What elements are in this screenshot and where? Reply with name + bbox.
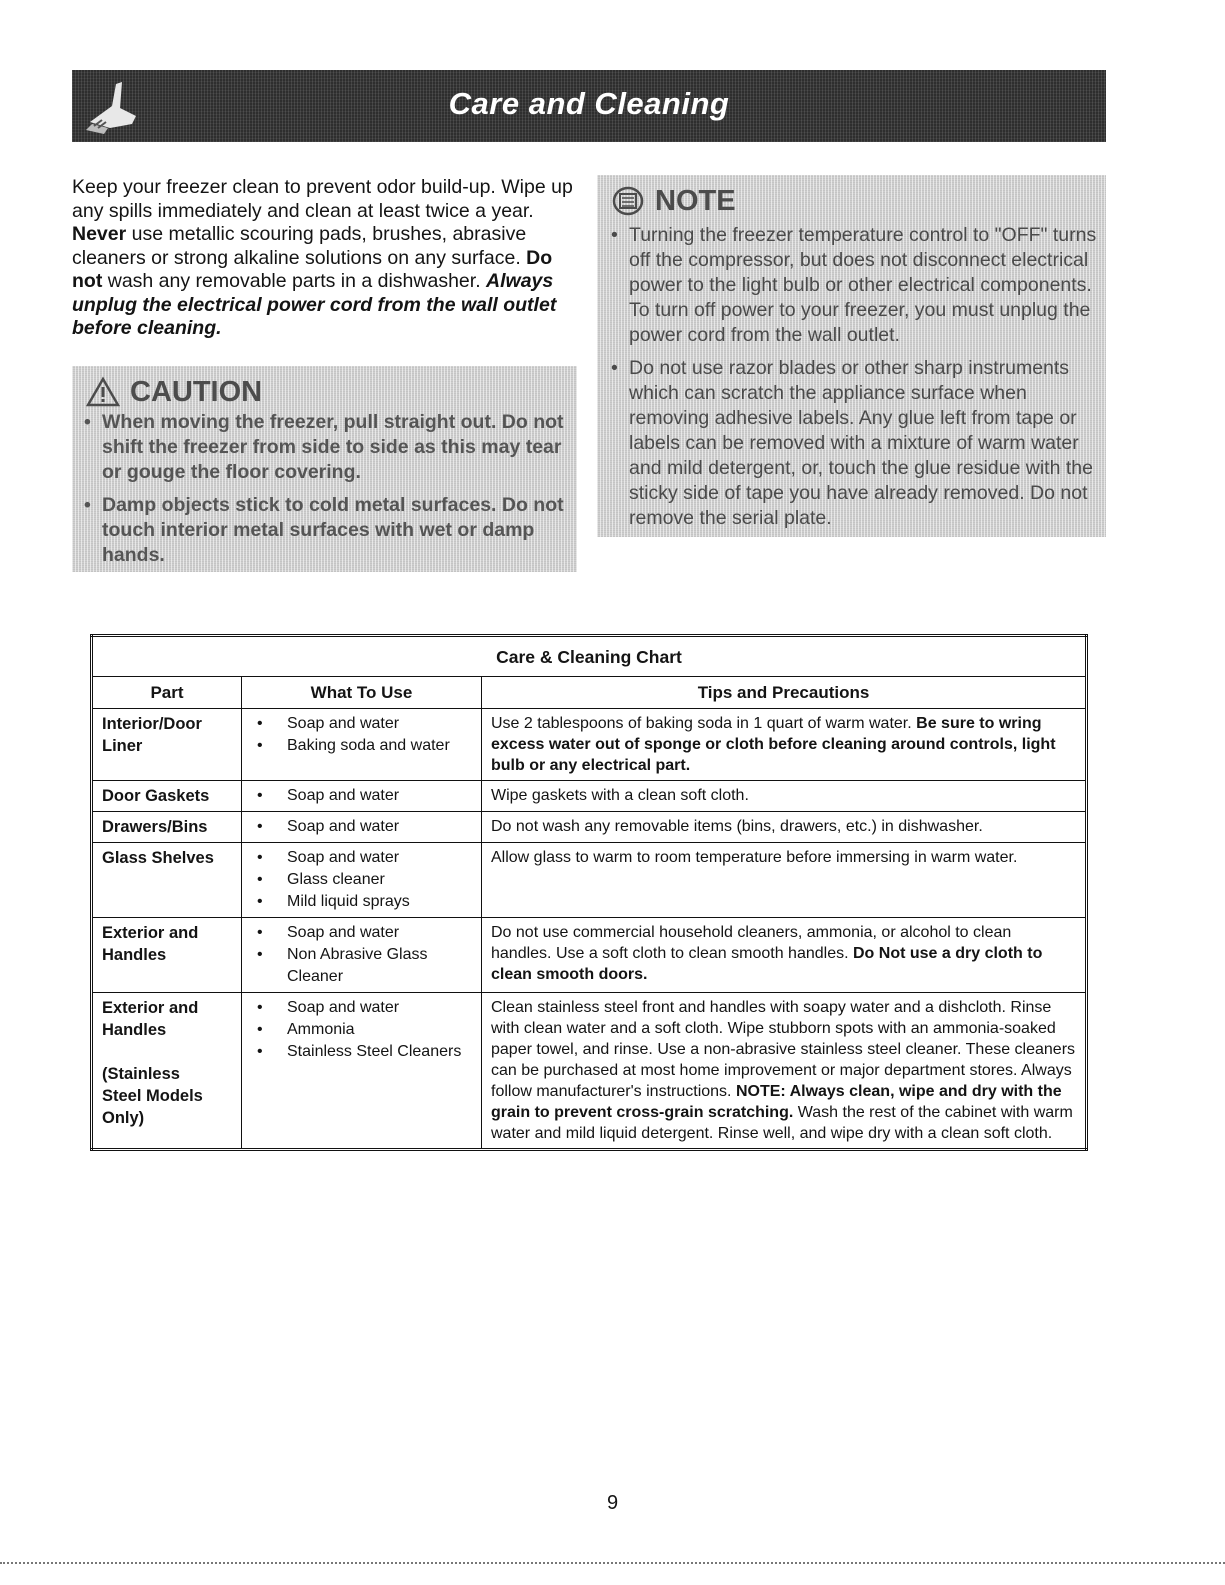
tips-text: Wipe gaskets with a clean soft cloth. [491,787,749,804]
supply-item: • Soap and water [251,922,472,944]
caution-heading [86,372,262,412]
table-row [92,843,1087,918]
column-header-part: Part [92,677,242,709]
page-number: 9 [606,1492,619,1514]
supply-item: • Soap and water [251,785,472,807]
supplies-list [251,816,472,838]
what-to-use-cell [242,709,482,781]
part-cell: Door Gaskets [92,781,242,812]
tips-text: Clean stainless steel front and handles with soapy water and a dishcloth. Rinse with clean water and a soft cloth. Wipe stubborn spots with an ammonia-soaked paper towel, and rinse. Use a non-abrasive stainless steel cleaner. These cleaners can be purchased at most home improvement or major department stores. Always follow manufacturer's instructions. [491,999,1076,1100]
note-item: • Turning the freezer temperature control to "OFF" turns off the compressor, but does not disconnect electrical power to the light bulb or other electrical components. To turn off power to your freezer, you must unplug the power cord from the wall outlet. [609,223,1103,348]
supplies-list [251,847,472,913]
what-to-use-cell [242,918,482,993]
note-item: • Do not use razor blades or other sharp instruments which can scratch the appliance surface when removing adhesive labels. Any glue left from tape or labels can be removed with a mixture of warm water and mild detergent, or, touch the glue residue with the sticky side of tape you have already removed. Do not remove the serial plate. [609,356,1103,531]
part-cell: Interior/Door Liner [92,709,242,781]
tips-text: Do not wash any removable items (bins, drawers, etc.) in dishwasher. [491,818,983,835]
supply-item: • Soap and water [251,847,472,869]
intro-text-3: wash any removable parts in a dishwasher. [102,270,487,292]
tips-cell [482,781,1087,812]
warning-triangle-icon [86,376,120,408]
tips-emphasis: Do Not use a dry cloth to clean smooth doors. [491,945,1043,983]
what-to-use-cell [242,781,482,812]
caution-item: • When moving the freezer, pull straight out. Do not shift the freezer from side to side as this may tear or gouge the floor covering. [82,410,572,485]
table-row [92,709,1087,781]
supply-item: • Glass cleaner [251,869,472,891]
part-cell: Drawers/Bins [92,812,242,843]
chart-body [92,709,1087,1150]
supply-item: • Non Abrasive Glass Cleaner [251,944,472,988]
table-row [92,918,1087,993]
tips-text: Use 2 tablespoons of baking soda in 1 quart of warm water. [491,715,917,732]
supply-item: • Soap and water [251,713,472,735]
intro-always-warning: Always unplug the electrical power cord from the wall outlet before cleaning. [72,270,557,339]
what-to-use-cell [242,812,482,843]
caution-item: • Damp objects stick to cold metal surfaces. Do not touch interior metal surfaces with wet or damp hands. [82,493,572,568]
tips-cell [482,918,1087,993]
table-row [92,812,1087,843]
page-bottom-divider [0,1562,1225,1564]
supply-item: • Soap and water [251,816,472,838]
table-row [92,781,1087,812]
note-title: NOTE [655,184,736,217]
intro-text-1: Keep your freezer clean to prevent odor build-up. Wipe up any spills immediately and clean at least twice a year. [72,176,573,222]
note-box [597,175,1106,537]
note-pad-icon [611,185,645,217]
intro-text-2: use metallic scouring pads, brushes, abrasive cleaners or strong alkaline solutions on any surface. [72,223,527,269]
tips-text-after: Wash the rest of the cabinet with warm water and mild liquid detergent. Rinse well, and wipe dry with a clean soft cloth. [491,1104,1073,1142]
intro-never: Never [72,223,127,245]
tips-cell [482,843,1087,918]
intro-do-not: Do not [72,246,553,292]
tips-text: Allow glass to warm to room temperature before immersing in warm water. [491,849,1018,866]
table-row [92,993,1087,1150]
supplies-list [251,713,472,757]
note-list [609,223,1103,539]
chart-title: Care & Cleaning Chart [92,636,1087,677]
section-banner [72,70,1106,142]
tips-text: Do not use commercial household cleaners, ammonia, or alcohol to clean handles. Use a soft cloth to clean smooth handles. [491,924,1012,962]
what-to-use-cell [242,993,482,1150]
column-header-tips: Tips and Precautions [482,677,1087,709]
page-title: Care and Cleaning [448,86,730,121]
caution-list [82,410,572,576]
part-cell: Exterior and Handles (Stainless Steel Models Only) [92,993,242,1150]
tips-cell [482,709,1087,781]
supply-item: • Baking soda and water [251,735,472,757]
tips-emphasis: Be sure to wring excess water out of sponge or cloth before cleaning around controls, light bulb or any electrical part. [491,715,1056,774]
supplies-list [251,922,472,988]
intro-paragraph [72,176,577,341]
tips-cell [482,993,1087,1150]
part-cell: Glass Shelves [92,843,242,918]
supply-item: • Ammonia [251,1019,472,1041]
note-heading [611,181,736,221]
part-cell: Exterior and Handles [92,918,242,993]
care-cleaning-chart [90,634,1088,1151]
supplies-list [251,785,472,807]
tips-emphasis: NOTE: Always clean, wipe and dry with the grain to prevent cross-grain scratching. [491,1083,1062,1121]
supply-item: • Mild liquid sprays [251,891,472,913]
caution-title: CAUTION [130,375,263,408]
tips-cell [482,812,1087,843]
supply-item: • Soap and water [251,997,472,1019]
what-to-use-cell [242,843,482,918]
supplies-list [251,997,472,1063]
supply-item: • Stainless Steel Cleaners [251,1041,472,1063]
column-header-what-to-use: What To Use [242,677,482,709]
caution-box [72,366,577,572]
